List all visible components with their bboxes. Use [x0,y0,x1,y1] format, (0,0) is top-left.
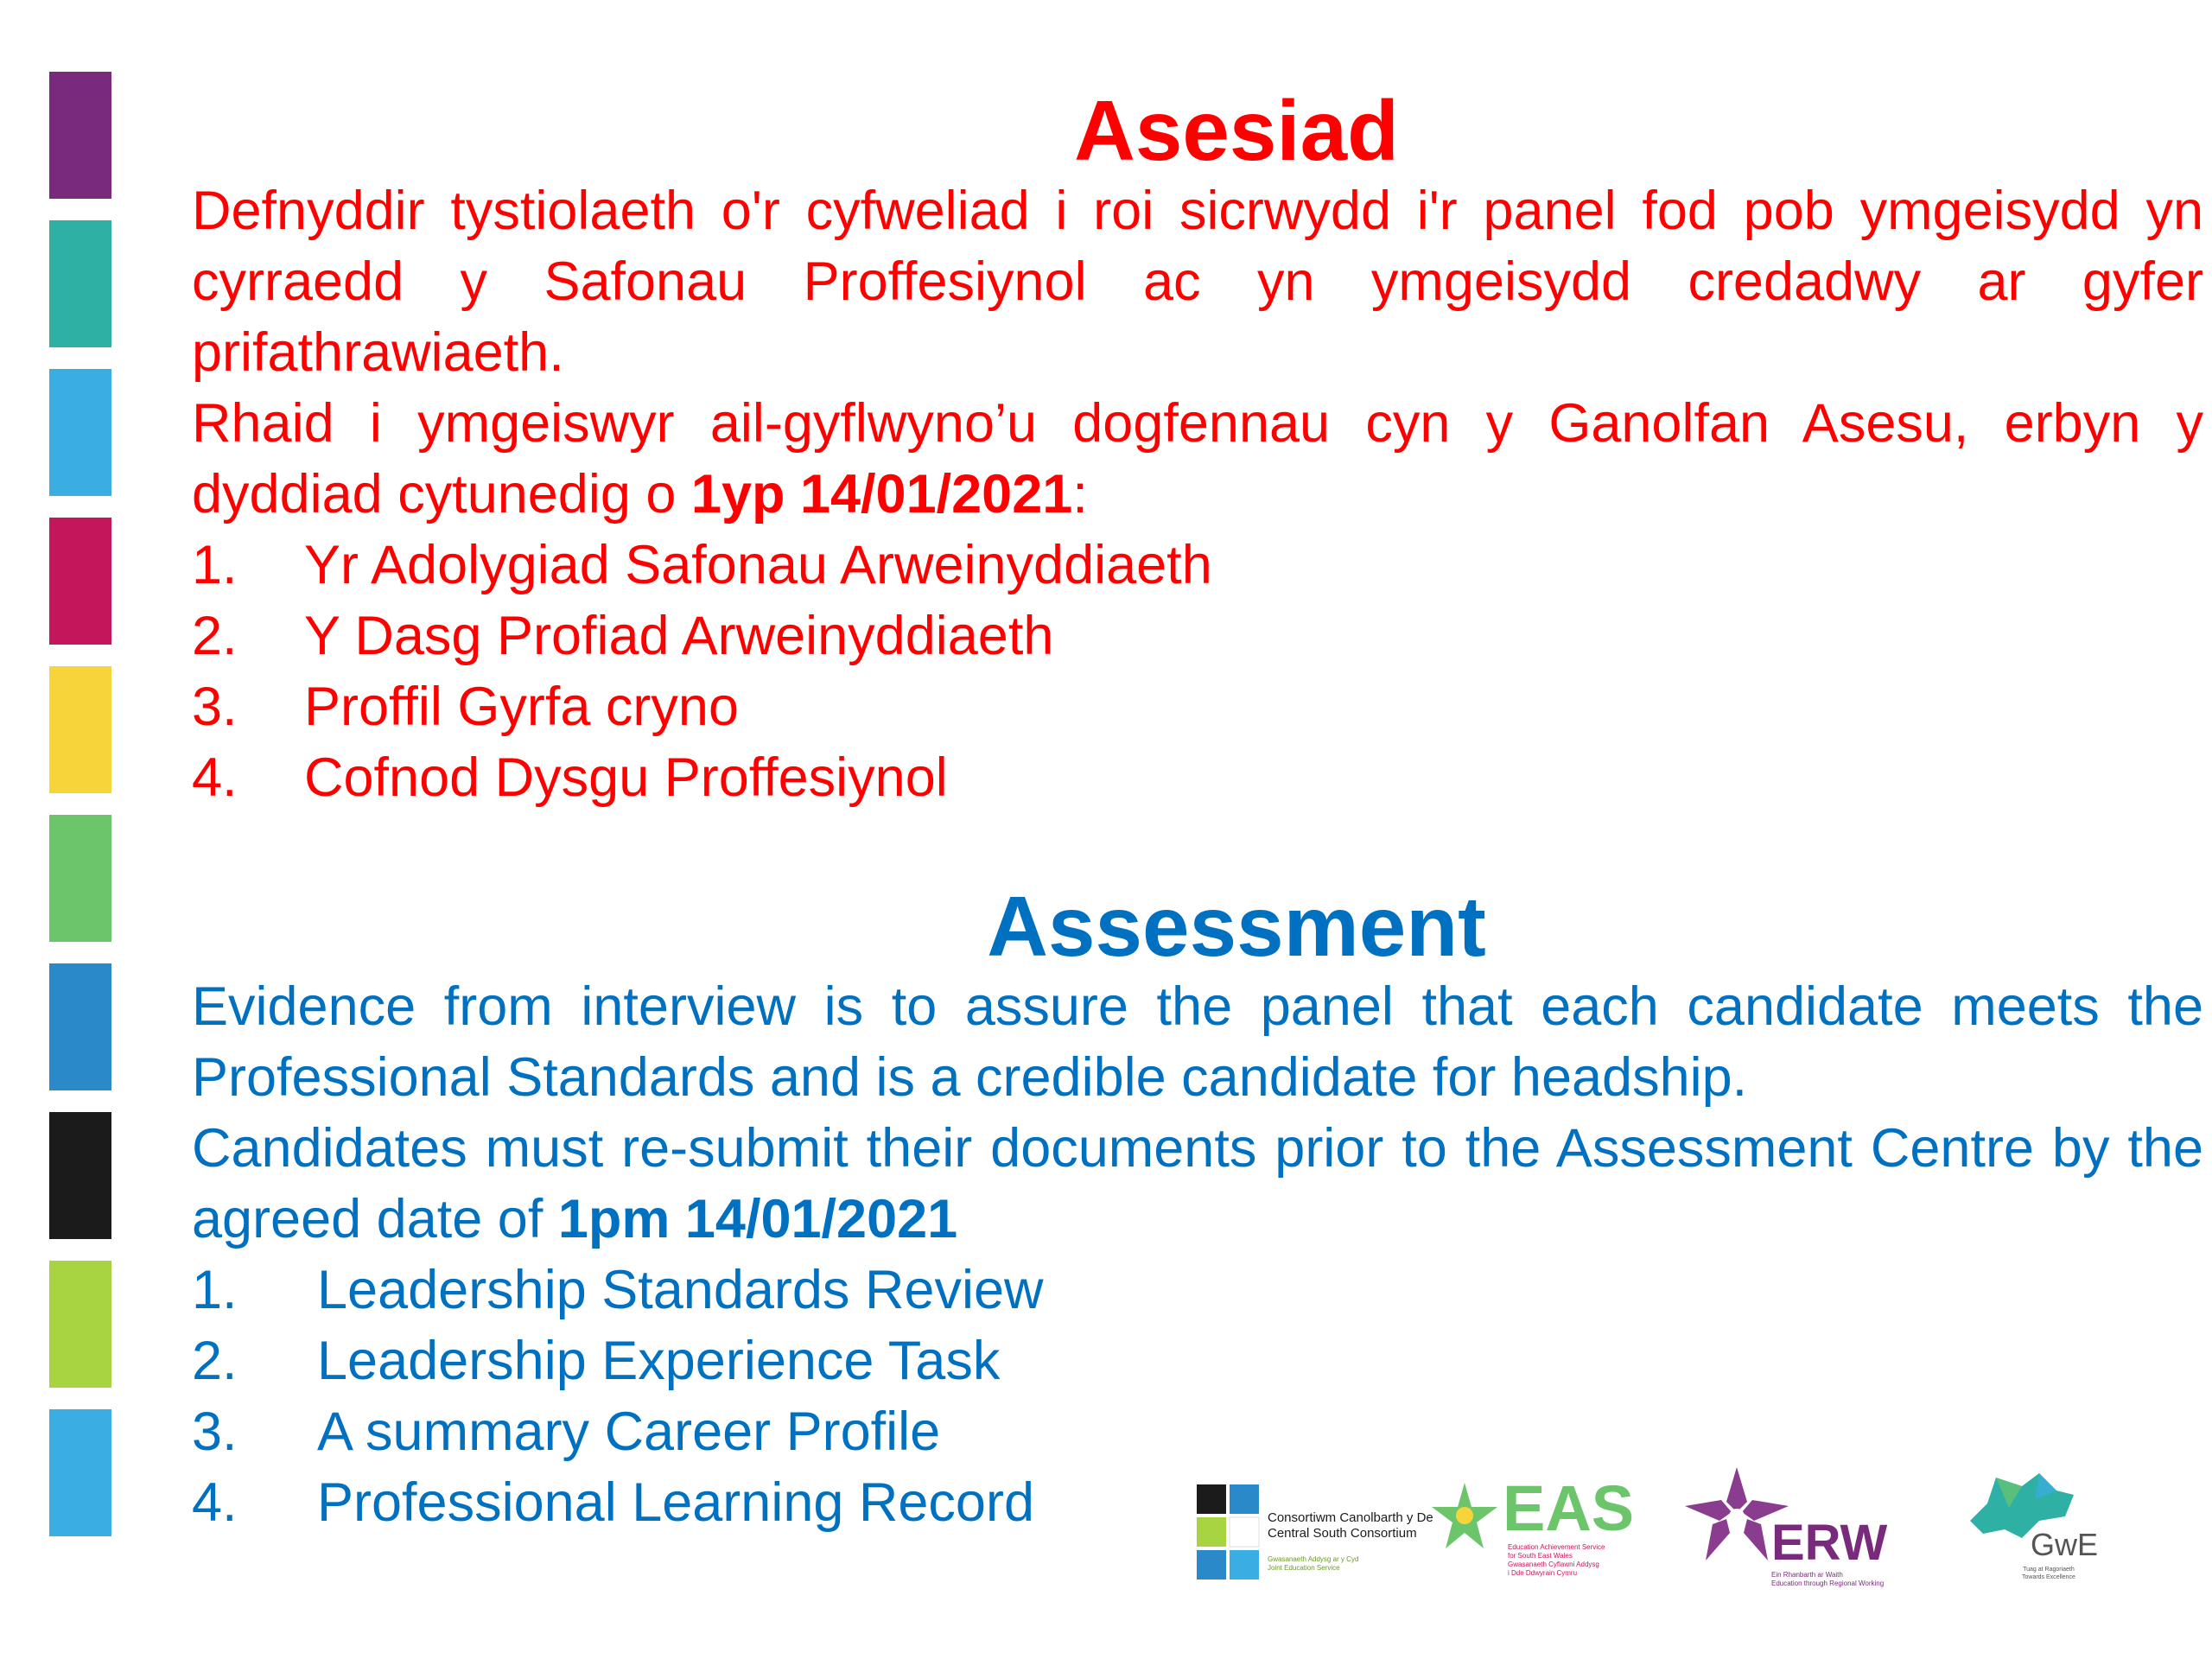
eas-star-icon [1430,1481,1499,1550]
eas-logo [1430,1474,1646,1586]
eas-tagline-2: for South East Wales [1508,1552,1573,1560]
list-number: 1. [192,534,238,595]
stripe-segment-lime [49,1261,111,1388]
list-number: 4. [192,1471,238,1533]
list-number: 2. [192,1330,238,1391]
erw-name: ERW [1771,1515,1888,1571]
csc-tagline-welsh: Gwasanaeth Addysg ar y Cyd [1268,1555,1359,1563]
csc-tagline-english: Joint Education Service [1268,1564,1340,1572]
list-label: Leadership Experience Task [317,1330,1001,1391]
list-item [192,742,2203,813]
english-paragraph-2-text: Candidates must re-submit their documents prior to the Assessment Centre by the agreed date of [192,1117,2203,1249]
csc-name-welsh: Consortiwm Canolbarth y De [1268,1510,1433,1525]
english-section [192,878,2203,1538]
list-item [192,530,2203,601]
gwe-tagline-english: Towards Excellence [2022,1574,2075,1580]
content [192,83,2203,1538]
csc-squares-icon [1197,1484,1266,1580]
stripe-segment-sky [49,1409,111,1536]
english-paragraph-1: Evidence from interview is to assure the panel that each candidate meets the Professional Standards and is a credible candidate for headship. [192,976,2203,1108]
welsh-document-list [192,530,2203,813]
english-deadline: 1pm 14/01/2021 [557,1188,958,1249]
list-number: 2. [192,605,238,666]
eas-tagline-3: Gwasanaeth Cyflawni Addysg [1508,1560,1599,1568]
welsh-paragraph-2 [192,388,2203,530]
list-item [192,1255,2203,1325]
stripe-segment-magenta [49,518,111,645]
list-item [192,601,2203,671]
list-item [192,671,2203,742]
gwe-name: GwE [2031,1527,2099,1562]
eas-tagline-4: i Dde Ddwyrain Cymru [1508,1569,1578,1577]
csc-name-english: Central South Consortium [1268,1526,1417,1541]
list-item [192,1325,2203,1396]
stripe-segment-yellow [49,666,111,793]
list-number: 3. [192,676,238,737]
erw-logo [1685,1467,1944,1597]
welsh-paragraph-2-end: : [1072,463,1088,524]
stripe-segment-light-blue [49,369,111,496]
list-number: 1. [192,1259,238,1320]
list-label: Professional Learning Record [317,1471,1034,1533]
list-label: A summary Career Profile [317,1401,941,1462]
list-label: Leadership Standards Review [317,1259,1044,1320]
erw-tagline-english: Education through Regional Working [1771,1580,1885,1587]
list-item [192,1396,2203,1467]
list-number: 3. [192,1401,238,1462]
stripe-segment-blue [49,963,111,1090]
welsh-section [192,83,2203,813]
eas-tagline-1: Education Achievement Service [1508,1543,1605,1551]
list-label: Yr Adolygiad Safonau Arweinyddiaeth [304,534,1212,595]
stripe-segment-teal [49,220,111,347]
stripe-segment-green [49,815,111,942]
stripe-segment-purple [49,72,111,199]
erw-tagline-welsh: Ein Rhanbarth ar Waith [1771,1571,1843,1579]
welsh-paragraph-1: Defnyddir tystiolaeth o'r cyfweliad i roi sicrwydd i'r panel fod pob ymgeisydd yn cyrraedd y Safonau Proffesiynol ac yn ymgeisydd credadwy ar gyfer prifathrawiaeth. [192,180,2203,383]
english-paragraph-2 [192,1113,2203,1255]
eas-name: EAS [1503,1472,1635,1544]
gwe-logo [1961,1469,2108,1599]
stripe-segment-black [49,1112,111,1239]
welsh-title: Asesiad [1074,83,1399,178]
list-label: Proffil Gyrfa cryno [304,676,739,737]
english-title: Assessment [987,878,1486,974]
list-label: Y Dasg Profiad Arweinyddiaeth [304,605,1054,666]
welsh-deadline: 1yp 14/01/2021 [690,463,1073,524]
list-number: 4. [192,747,238,808]
list-label: Cofnod Dysgu Proffesiynol [304,747,948,808]
gwe-tagline-welsh: Tuag at Ragoriaeth [2023,1567,2075,1573]
welsh-paragraph-2-text: Rhaid i ymgeiswyr ail-gyflwyno’u dogfennau cyn y Ganolfan Asesu, erbyn y dyddiad cytunedig o [192,392,2203,524]
csc-logo [1197,1484,1433,1588]
